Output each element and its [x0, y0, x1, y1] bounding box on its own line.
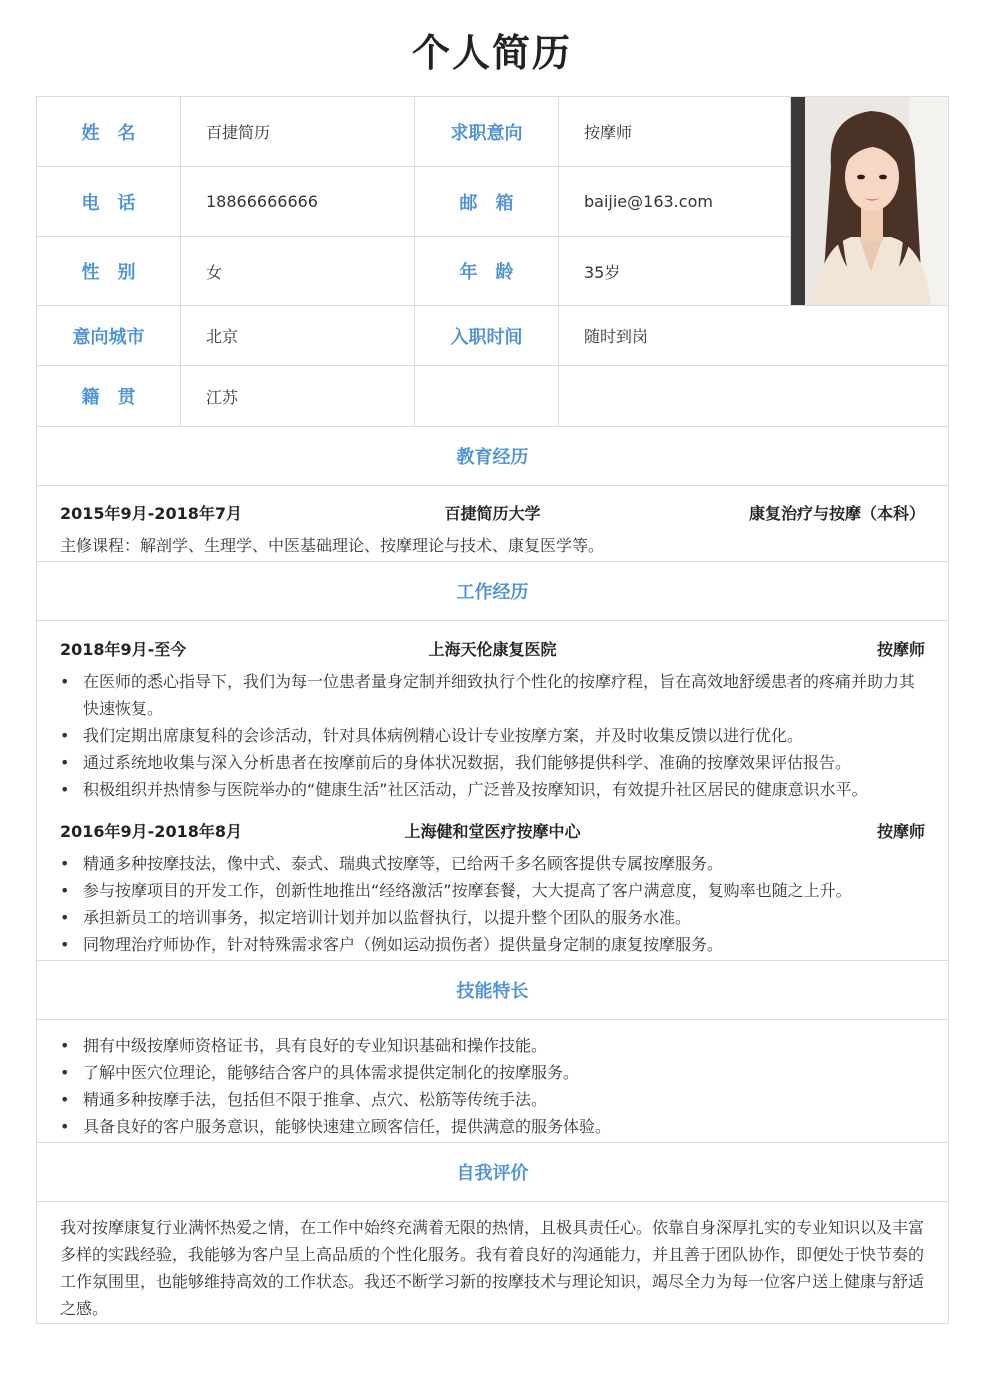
empty-cell	[415, 366, 559, 426]
job-period: 2018年9月-至今	[60, 640, 187, 659]
job-duties	[60, 668, 928, 803]
job-period: 2016年9月-2018年8月	[60, 822, 242, 841]
profile-photo	[791, 97, 948, 306]
self-heading: 自我评价	[37, 1142, 948, 1202]
education-row	[60, 501, 925, 525]
job-role: 按摩师	[876, 640, 925, 659]
list-item: • 积极组织并热情参与医院举办的“健康生活”社区活动，广泛普及按摩知识，有效提升社区居民的健康意识水平。	[60, 776, 928, 803]
origin-label: 籍 贯	[37, 366, 181, 426]
list-item: • 精通多种按摩技法，像中式、泰式、瑞典式按摩等，已给两千多名顾客提供专属按摩服务。	[60, 850, 928, 877]
education-school: 百捷简历大学	[444, 504, 541, 523]
list-item: • 在医师的悉心指导下，我们为每一位患者量身定制并细致执行个性化的按摩疗程，旨在高效地舒缓患者的疼痛并助力其快速恢复。	[60, 668, 928, 722]
job-role: 按摩师	[876, 822, 925, 841]
email-label: 邮 箱	[415, 167, 559, 237]
education-heading: 教育经历	[37, 426, 948, 486]
education-courses: 主修课程：解剖学、生理学、中医基础理论、按摩理论与技术、康复医学等。	[60, 536, 605, 555]
education-period: 2015年9月-2018年7月	[60, 504, 242, 523]
self-evaluation-text: 我对按摩康复行业满怀热爱之情，在工作中始终充满着无限的热情，且极具责任心。依靠自身深厚扎实的专业知识以及丰富多样的实践经验，我能够为客户呈上高品质的个性化服务。我有着良好的沟通能力，并且善于团队协作，即便处于快节奏的工作氛围里，也能够维持高效的工作状态。我还不断学习新的按摩技术与理论知识，竭尽全力为每一位客户送上健康与舒适之感。	[60, 1218, 925, 1318]
phone-value: 18866666666	[181, 167, 415, 237]
list-item: • 承担新员工的培训事务，拟定培训计划并加以监督执行，以提升整个团队的服务水准。	[60, 904, 928, 931]
list-item: • 具备良好的客户服务意识，能够快速建立顾客信任，提供满意的服务体验。	[60, 1113, 928, 1140]
job-company: 上海健和堂医疗按摩中心	[404, 822, 581, 841]
city-label: 意向城市	[37, 306, 181, 366]
start-label: 入职时间	[415, 306, 559, 366]
gender-label: 性 别	[37, 237, 181, 306]
gender-value: 女	[181, 237, 415, 306]
list-item: • 精通多种按摩手法，包括但不限于推拿、点穴、松筋等传统手法。	[60, 1086, 928, 1113]
job-row	[60, 819, 925, 843]
personal-info	[37, 97, 948, 427]
list-item: • 拥有中级按摩师资格证书，具有良好的专业知识基础和操作技能。	[60, 1032, 928, 1059]
list-item: • 参与按摩项目的开发工作，创新性地推出“经络激活”按摩套餐，大大提高了客户满意度，复购率也随之上升。	[60, 877, 928, 904]
list-item: • 同物理治疗师协作，针对特殊需求客户（例如运动损伤者）提供量身定制的康复按摩服务。	[60, 931, 928, 958]
resume-table	[36, 96, 949, 1324]
job-row	[60, 637, 925, 661]
list-item: • 了解中医穴位理论，能够结合客户的具体需求提供定制化的按摩服务。	[60, 1059, 928, 1086]
objective-value: 按摩师	[559, 97, 791, 167]
work-heading: 工作经历	[37, 561, 948, 621]
job-duties	[60, 850, 928, 958]
education-major: 康复治疗与按摩（本科）	[748, 504, 925, 523]
email-value: baijie@163.com	[559, 167, 791, 237]
city-value: 北京	[181, 306, 415, 366]
empty-cell	[559, 366, 948, 426]
page-title: 个人简历	[411, 31, 572, 75]
skills-heading: 技能特长	[37, 960, 948, 1020]
phone-label: 电 话	[37, 167, 181, 237]
origin-value: 江苏	[181, 366, 415, 426]
age-value: 35岁	[559, 237, 791, 306]
name-value: 百捷简历	[181, 97, 415, 167]
job-company: 上海天伦康复医院	[428, 640, 557, 659]
list-item: • 通过系统地收集与深入分析患者在按摩前后的身体状况数据，我们能够提供科学、准确的按摩效果评估报告。	[60, 749, 928, 776]
list-item: • 我们定期出席康复科的会诊活动，针对具体病例精心设计专业按摩方案，并及时收集反馈以进行优化。	[60, 722, 928, 749]
skills-list	[60, 1032, 928, 1140]
objective-label: 求职意向	[415, 97, 559, 167]
name-label: 姓 名	[37, 97, 181, 167]
start-value: 随时到岗	[559, 306, 948, 366]
portrait-image	[791, 97, 948, 306]
age-label: 年 龄	[415, 237, 559, 306]
